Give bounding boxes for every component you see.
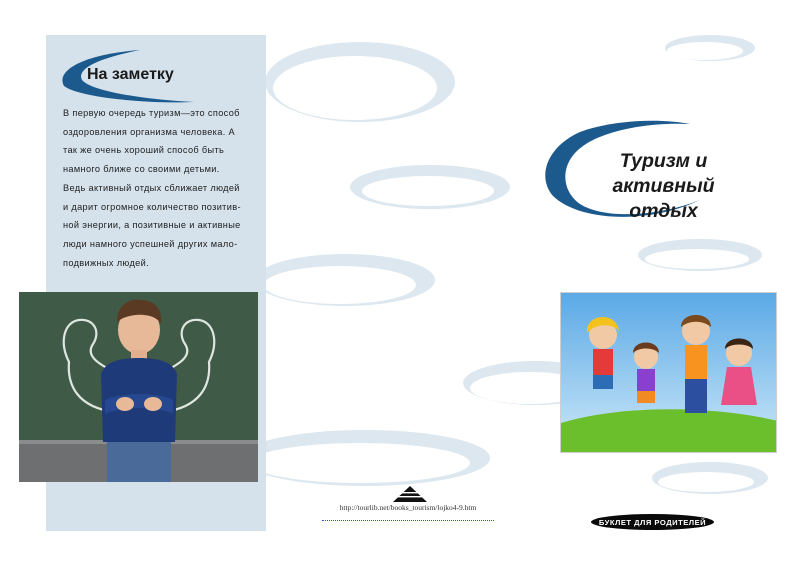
audience-badge: БУКЛЕТ ДЛЯ РОДИТЕЛЕЙ — [591, 514, 714, 530]
brochure-title-line-1: Туризм и активный — [612, 150, 715, 197]
url-dotted-line — [322, 520, 494, 521]
source-url[interactable]: http://tourlib.net/books_tourism/lojko4-9.htm — [339, 503, 477, 512]
jumping-kids-illustration — [560, 292, 777, 453]
brochure-title-line-2: отдых — [629, 200, 698, 222]
publisher-logo — [393, 486, 427, 502]
note-body: В первую очередь туризм—это способ оздоровления организма человека. А так же очень хороший способ быть намного ближе со своими детьми. Ведь активный отдых сближает людей и дарит огромное количество позитив- ной энергии, а позитивные и активные люди намного успешней других мало- подвижных людей. — [63, 108, 241, 268]
brochure-title — [566, 149, 761, 224]
note-title: На заметку — [87, 66, 174, 83]
